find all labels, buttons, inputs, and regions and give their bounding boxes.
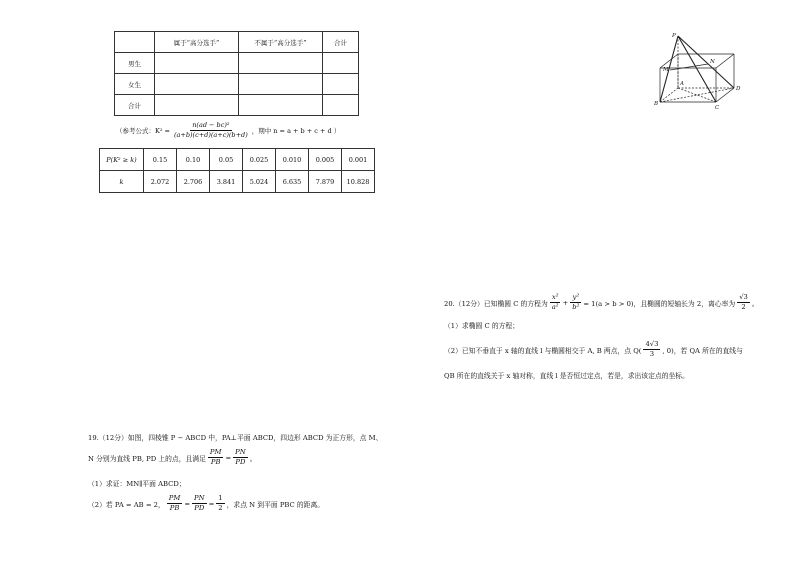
table-cell: 6.635 xyxy=(276,171,309,193)
fraction xyxy=(570,293,581,312)
table-row xyxy=(115,95,359,116)
table-cell xyxy=(155,53,239,74)
table-cell: 3.841 xyxy=(210,171,243,193)
point-label: B xyxy=(654,101,659,107)
denominator: a² xyxy=(551,303,559,311)
critical-value-table xyxy=(99,148,375,193)
table-cell xyxy=(323,74,359,95)
table-cell: 7.879 xyxy=(309,171,342,193)
table-cell: 0.05 xyxy=(210,149,243,171)
q20-text: 。 xyxy=(751,299,759,308)
formula-fraction xyxy=(172,121,250,140)
q19-line1: 19.（12分）如图，四棱锥 P − ABCD 中，PA⊥平面 ABCD，四边形 ABCD 为正方形，点 M、 xyxy=(88,434,383,442)
q20-line1 xyxy=(444,293,759,312)
table-header-cell xyxy=(115,32,155,53)
survey-table xyxy=(114,31,359,116)
table-row xyxy=(115,32,359,53)
plus-sign: + xyxy=(562,298,569,307)
fraction xyxy=(192,494,207,513)
reference-formula xyxy=(116,121,340,140)
row-label: k xyxy=(100,171,144,193)
table-cell: 10.828 xyxy=(342,171,375,193)
table-cell: 5.024 xyxy=(243,171,276,193)
table-cell: 0.010 xyxy=(276,149,309,171)
q20-part2 xyxy=(444,340,743,359)
point-label: P xyxy=(672,33,676,39)
fraction xyxy=(167,494,183,513)
table-header-cell: 属于“高分选手” xyxy=(155,32,239,53)
table-cell: 2.706 xyxy=(177,171,210,193)
fraction xyxy=(550,293,561,312)
point-label: M xyxy=(663,67,669,73)
row-label: 合计 xyxy=(115,95,155,116)
table-row xyxy=(100,149,375,171)
q19-part2 xyxy=(88,494,324,513)
fraction xyxy=(208,448,224,467)
equals-sign: = xyxy=(184,499,191,508)
formula-suffix: ，期中 n = a + b + c + d ） xyxy=(251,127,341,135)
numerator: PM xyxy=(168,494,181,502)
numerator: √3 xyxy=(739,293,748,301)
denominator: PD xyxy=(235,458,246,466)
q20-part2-cont: QB 所在的直线关于 x 轴对称，直线 l 是否恒过定点，若是，求出该定点的坐标。 xyxy=(444,372,689,380)
numerator: PN xyxy=(235,448,246,456)
table-cell xyxy=(155,74,239,95)
fraction xyxy=(233,448,248,467)
denominator: PD xyxy=(194,504,205,512)
row-label: P(K² ≥ k) xyxy=(100,149,144,171)
q20-text: , 0)，若 QA 所在的直线与 xyxy=(662,346,743,355)
formula-denominator: (a+b)(c+d)(a+c)(b+d) xyxy=(173,131,248,139)
table-cell: 0.10 xyxy=(177,149,210,171)
table-cell: 0.025 xyxy=(243,149,276,171)
point-label: A xyxy=(680,81,684,87)
denominator: 2 xyxy=(741,303,746,311)
denominator: PB xyxy=(169,504,180,512)
table-header-cell: 合计 xyxy=(323,32,359,53)
numerator: PM xyxy=(209,448,222,456)
q20-text: 20.（12分）已知椭圆 C 的方程为 xyxy=(444,299,548,308)
denominator: 3 xyxy=(649,350,655,358)
table-cell xyxy=(239,95,323,116)
pyramid-figure xyxy=(650,30,745,112)
denominator: PB xyxy=(210,458,221,466)
point-label: C xyxy=(715,105,720,111)
point-label: D xyxy=(736,86,741,92)
fraction xyxy=(216,494,224,513)
table-row xyxy=(100,171,375,193)
q19-text: 。 xyxy=(249,454,257,463)
denominator: b² xyxy=(572,303,580,311)
table-cell xyxy=(239,74,323,95)
formula-prefix: （参考公式：K² = xyxy=(116,127,170,135)
row-label: 男生 xyxy=(115,53,155,74)
q19-text: ，求点 N 到平面 PBC 的距离。 xyxy=(226,500,325,509)
numerator: 1 xyxy=(218,494,223,502)
point-label: N xyxy=(710,59,715,65)
q19-part1: （1）求证：MN∥平面 ABCD； xyxy=(88,480,186,488)
numerator: PN xyxy=(194,494,205,502)
q20-part1: （1）求椭圆 C 的方程； xyxy=(444,322,520,330)
table-cell: 0.001 xyxy=(342,149,375,171)
row-label: 女生 xyxy=(115,74,155,95)
numerator: x² xyxy=(551,293,559,301)
q19-line2 xyxy=(88,448,256,467)
numerator: 4√3 xyxy=(645,340,659,348)
q19-text: （2）若 PA = AB = 2， xyxy=(88,500,165,509)
q20-text: （2）已知不垂直于 x 轴的直线 l 与椭圆相交于 A, B 两点，点 Q( xyxy=(444,346,642,355)
table-row xyxy=(115,74,359,95)
table-row xyxy=(115,53,359,74)
denominator: 2 xyxy=(218,504,223,512)
equals-sign: = xyxy=(208,499,215,508)
fraction xyxy=(737,293,750,312)
table-cell xyxy=(155,95,239,116)
table-cell xyxy=(323,95,359,116)
table-cell: 0.15 xyxy=(144,149,177,171)
table-cell xyxy=(239,53,323,74)
table-cell: 0.005 xyxy=(309,149,342,171)
table-cell xyxy=(323,53,359,74)
formula-numerator: n(ad − bc)² xyxy=(192,121,230,129)
table-cell: 2.072 xyxy=(144,171,177,193)
numerator: y² xyxy=(572,293,580,301)
fraction xyxy=(643,340,660,359)
q20-text: = 1(a > b > 0)，且椭圆的短轴长为 2，离心率为 xyxy=(583,299,736,308)
equals-sign: = xyxy=(225,453,232,462)
q19-text: N 分别为直线 PB, PD 上的点，且满足 xyxy=(88,454,206,463)
table-header-cell: 不属于“高分选手” xyxy=(239,32,323,53)
